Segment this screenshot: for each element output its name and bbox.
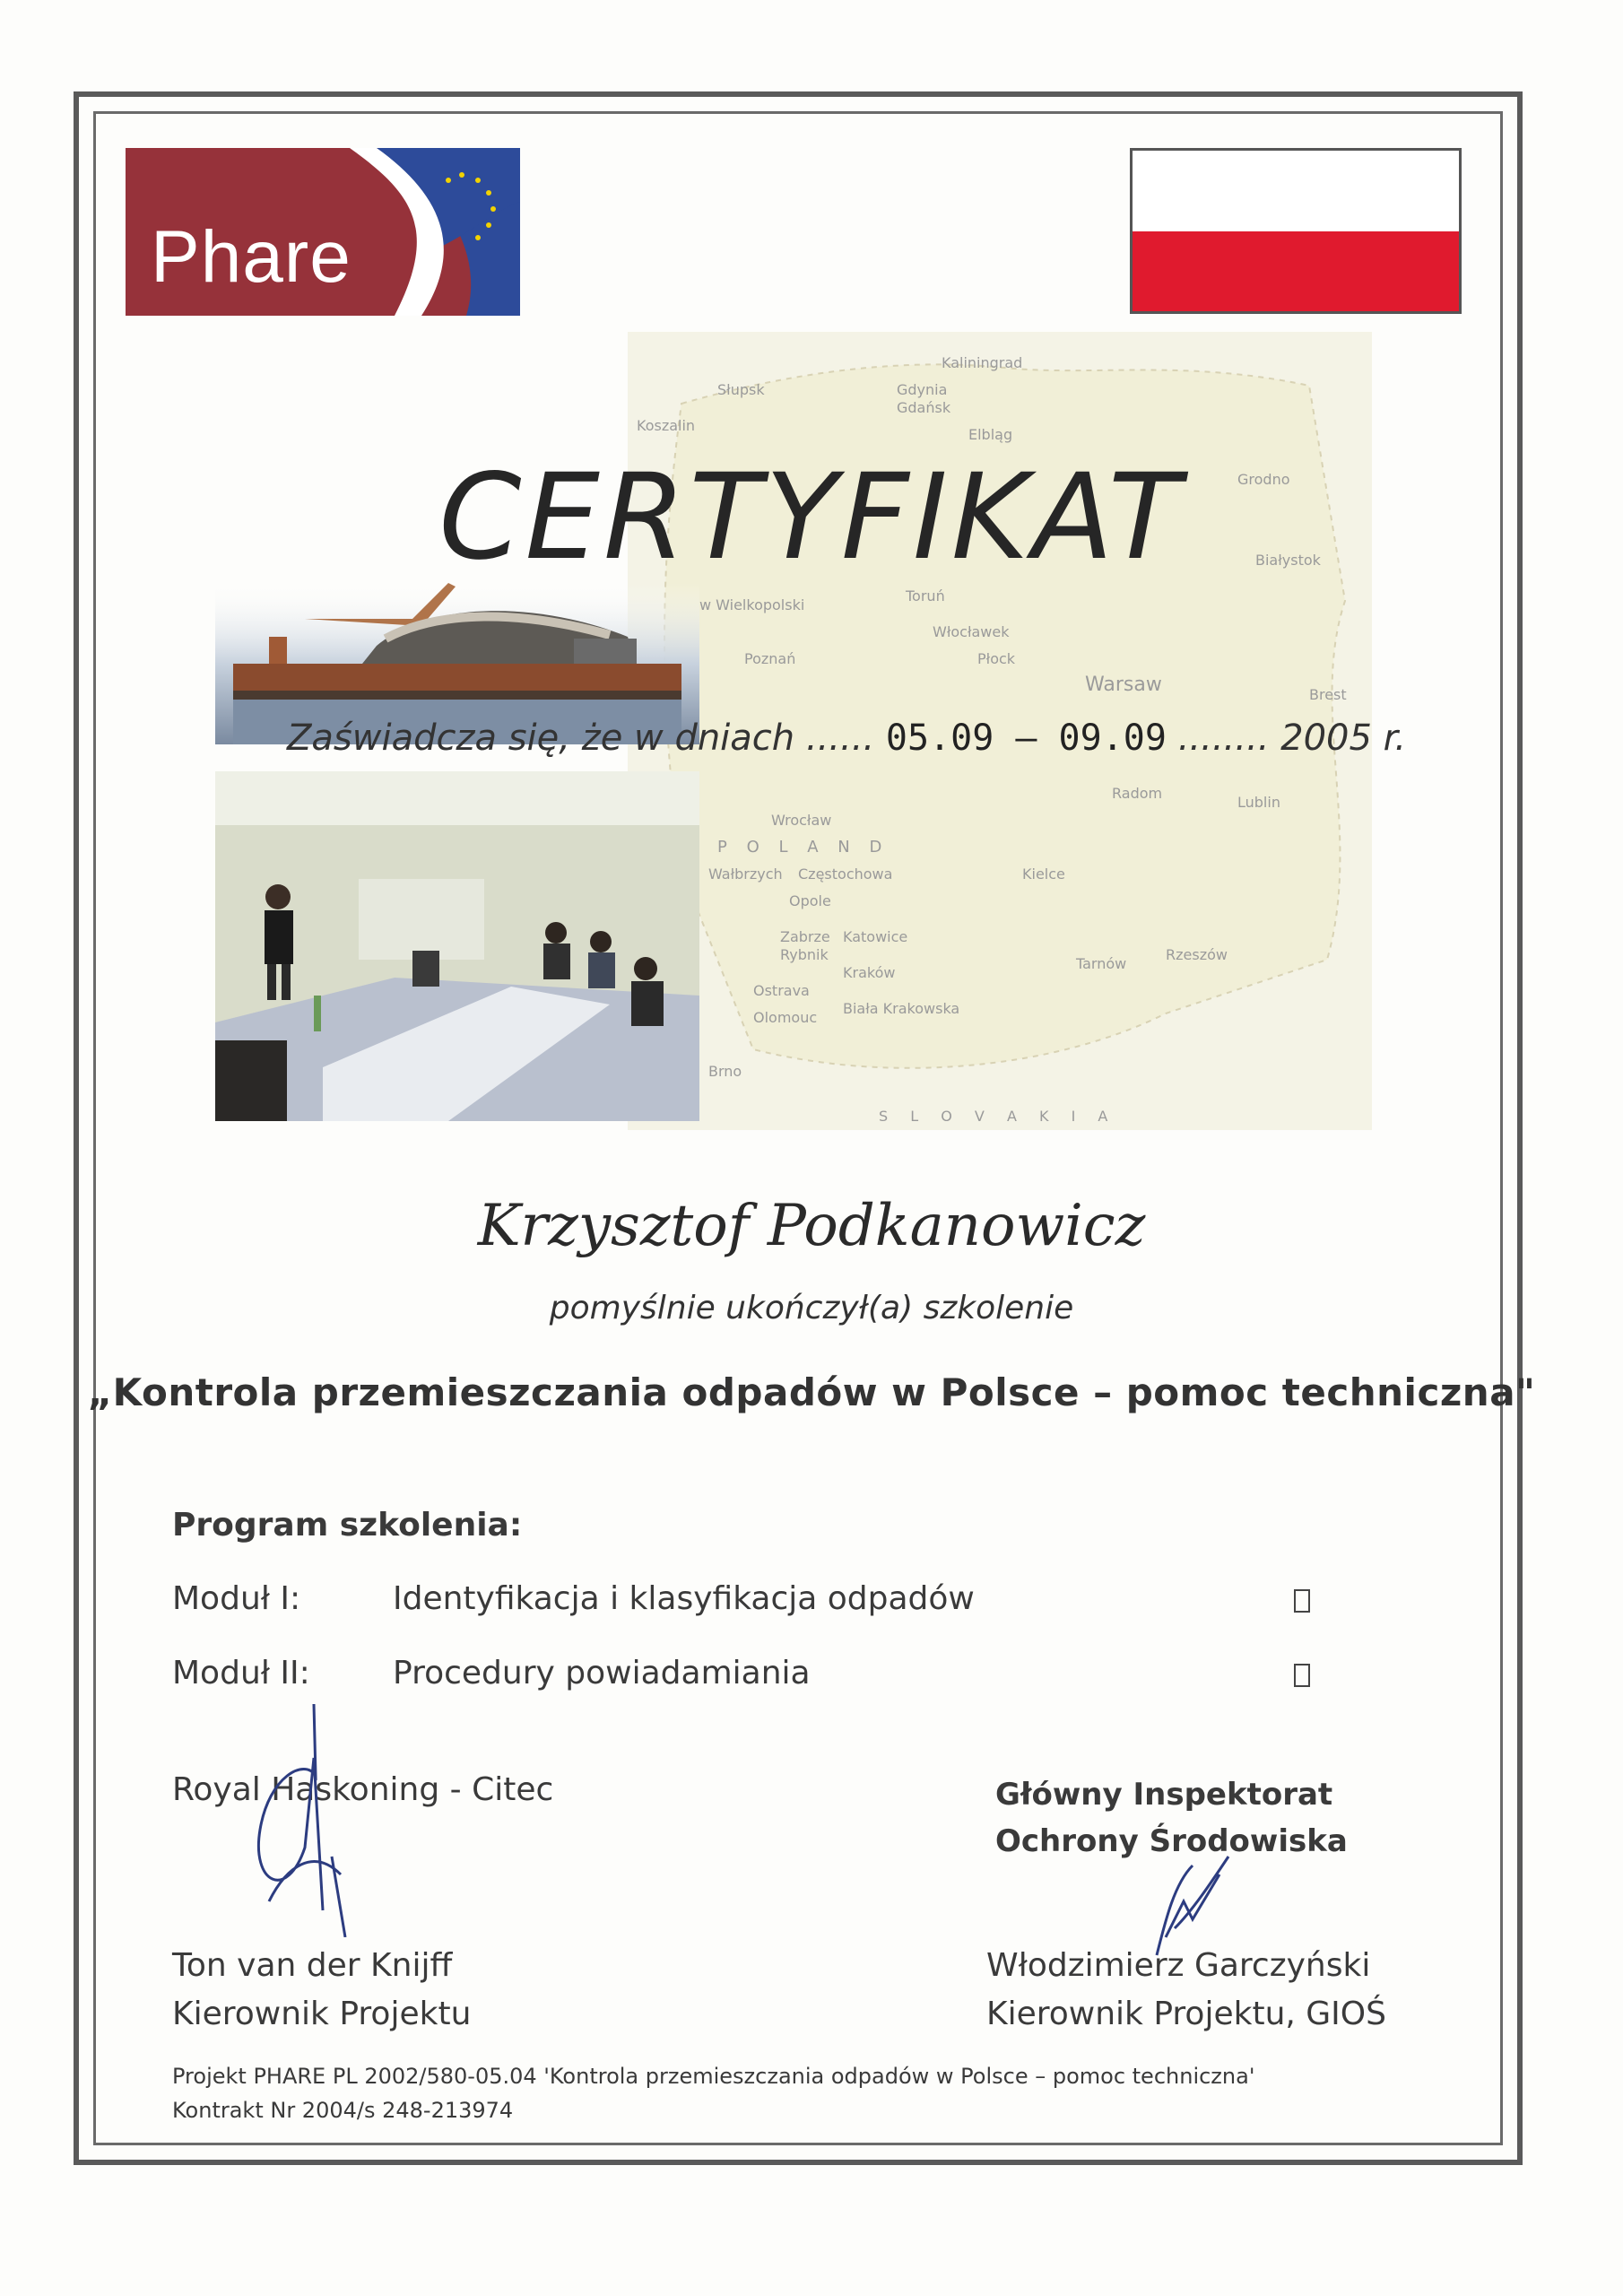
phare-logo-text: Phare <box>151 216 352 298</box>
attestation-dots-left: ...... <box>805 718 875 759</box>
attestation-line <box>287 718 1406 759</box>
polish-flag <box>1130 148 1462 314</box>
signatory-right-name: Włodzimierz Garczyński <box>986 1947 1371 1984</box>
map-label-elblag: Elbląg <box>968 426 1013 443</box>
map-label-czestochowa: Częstochowa <box>798 865 893 883</box>
map-label-bialystok: Białystok <box>1255 552 1321 569</box>
map-label-brest: Brest <box>1309 686 1347 703</box>
map-label-poznan: Poznań <box>744 650 796 667</box>
signatory-right-role: Kierownik Projektu, GIOŚ <box>986 1996 1386 2032</box>
attestation-dates: 05.09 – 09.09 <box>885 718 1167 759</box>
footer <box>172 2059 1254 2127</box>
map-label-wielkopolski: w Wielkopolski <box>699 596 805 613</box>
map-label-radom: Radom <box>1112 785 1163 802</box>
signatory-left <box>172 1942 471 2039</box>
map-label-gdynia: Gdynia <box>897 381 948 398</box>
organization-right-line-1: Główny Inspektorat <box>995 1777 1333 1813</box>
map-label-gdansk: Gdańsk <box>897 399 951 416</box>
program-heading: Program szkolenia: <box>172 1507 523 1544</box>
map-label-slovakia: S L O V A K I A <box>879 1108 1117 1125</box>
recipient-name-handwritten: Krzysztof Podkanowicz <box>477 1193 1146 1259</box>
module-1-text: Identyfikacja i klasyfikacja odpadów <box>393 1580 975 1617</box>
map-label-wroclaw: Wrocław <box>771 812 832 829</box>
attestation-dots-right: ........ <box>1177 718 1270 759</box>
map-label-ostrava: Ostrava <box>753 982 810 999</box>
completion-statement: pomyślnie ukończył(a) szkolenie <box>549 1290 1074 1326</box>
certificate-title: CERTYFIKAT <box>438 448 1185 587</box>
map-label-zabrze: Zabrze <box>780 928 830 945</box>
map-label-opole: Opole <box>789 892 831 909</box>
map-label-koszalin: Koszalin <box>637 417 696 434</box>
signatory-right <box>986 1942 1386 2039</box>
footer-contract-line: Kontrakt Nr 2004/s 248-213974 <box>172 2098 514 2123</box>
map-label-kielce: Kielce <box>1022 865 1065 883</box>
module-2-text: Procedury powiadamiania <box>393 1655 811 1692</box>
course-title: „Kontrola przemieszczania odpadów w Polsce – pomoc techniczna" <box>87 1370 1536 1414</box>
map-label-poland: P O L A N D <box>717 838 890 857</box>
map-label-rybnik: Rybnik <box>780 946 829 963</box>
map-label-kaliningrad: Kaliningrad <box>942 354 1023 371</box>
map-label-katowice: Katowice <box>843 928 908 945</box>
map-label-rzeszow: Rzeszów <box>1166 946 1228 963</box>
module-1-checkbox-icon <box>1294 1589 1310 1613</box>
map-label-slupsk: Słupsk <box>717 381 765 398</box>
map-label-grodno: Grodno <box>1237 471 1290 488</box>
module-2-checkbox-icon <box>1294 1664 1310 1687</box>
map-label-warsaw: Warsaw <box>1085 674 1162 696</box>
map-label-krakow: Kraków <box>843 964 896 981</box>
map-label-olomouc: Olomouc <box>753 1009 818 1026</box>
map-label-walbrzych: Wałbrzych <box>708 865 783 883</box>
training-room-photo <box>215 771 699 1121</box>
map-label-bielsko: Biała Krakowska <box>843 1000 960 1017</box>
map-label-brno: Brno <box>708 1063 742 1080</box>
attestation-year: 2005 r. <box>1280 718 1407 759</box>
module-1-label: Moduł I: <box>172 1580 301 1617</box>
map-label-wloclawek: Włocławek <box>933 623 1010 640</box>
organization-left: Royal Haskoning - Citec <box>172 1771 554 1808</box>
module-2-label: Moduł II: <box>172 1655 310 1692</box>
organization-right-line-2: Ochrony Środowiska <box>995 1823 1348 1859</box>
attestation-prefix: Zaświadcza się, że w dniach <box>287 718 795 759</box>
map-label-plock: Płock <box>977 650 1016 667</box>
map-label-tarnow: Tarnów <box>1076 955 1127 972</box>
signatory-left-role: Kierownik Projektu <box>172 1996 472 2032</box>
map-label-lublin: Lublin <box>1237 794 1280 811</box>
footer-project-line: Projekt PHARE PL 2002/580-05.04 'Kontrola przemieszczania odpadów w Polsce – pomoc techniczna' <box>172 2064 1255 2089</box>
map-label-torun: Toruń <box>906 587 945 604</box>
signature-left <box>233 1704 377 1937</box>
signatory-left-name: Ton van der Knijff <box>172 1947 453 1984</box>
